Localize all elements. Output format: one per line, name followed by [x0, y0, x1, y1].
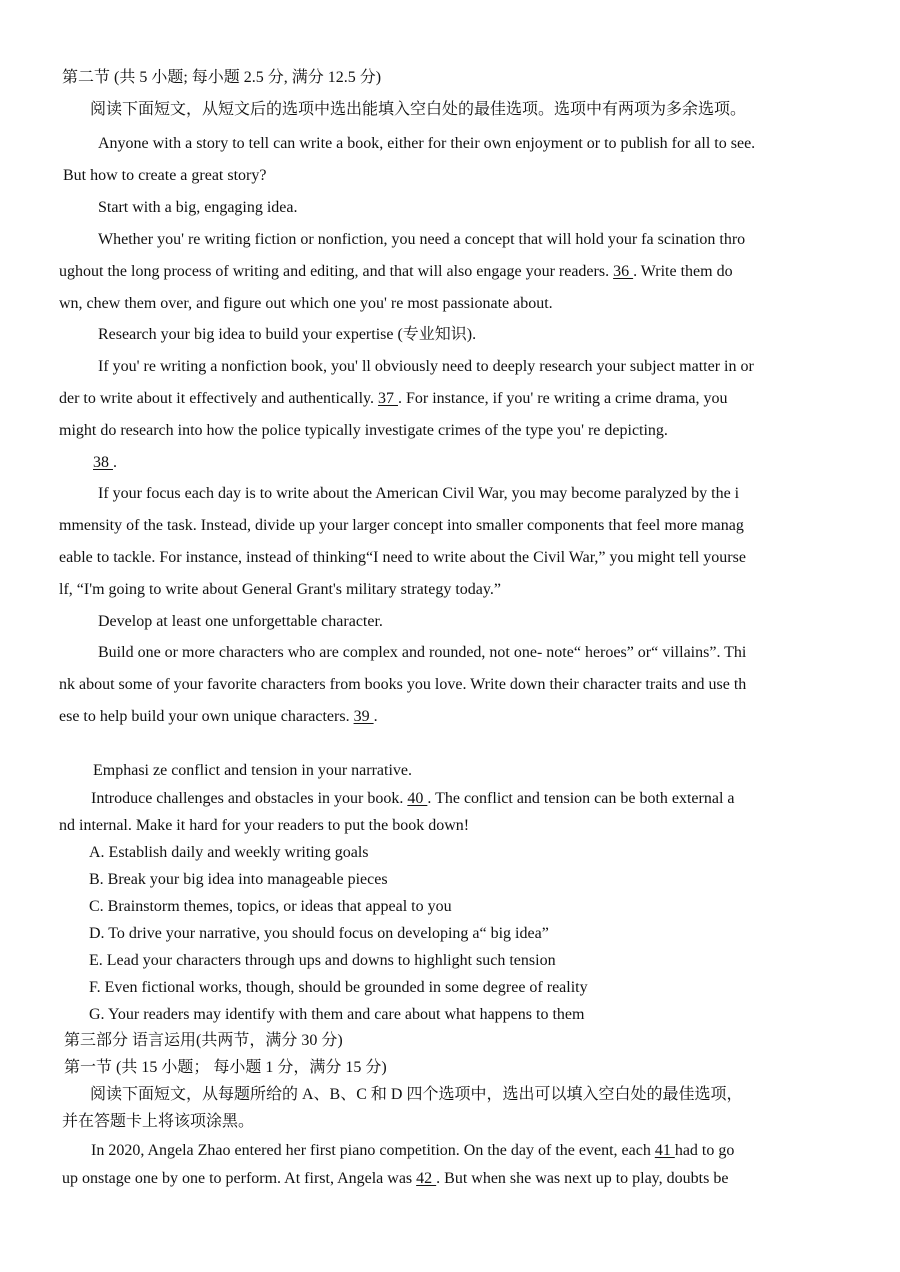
passage-line: might do research into how the police typically investigate crimes of the type you' re depicting.	[59, 422, 668, 439]
blank-40: 40	[407, 790, 428, 807]
passage-line: If your focus each day is to write about the American Civil War, you may become paralyzed by the i	[98, 485, 740, 502]
subheading: Emphasi ze conflict and tension in your narrative.	[93, 762, 413, 779]
passage-text: . The conflict and tension can be both external a	[427, 790, 735, 807]
passage-text: Introduce challenges and obstacles in your book.	[91, 790, 408, 807]
blank-41: 41	[654, 1142, 675, 1159]
passage-text: up onstage one by one to perform. At first, Angela was	[62, 1170, 417, 1187]
passage-text: In 2020, Angela Zhao entered her first piano competition. On the day of the event, each	[91, 1142, 655, 1159]
option-g: G. Your readers may identify with them and care about what happens to them	[89, 1006, 585, 1023]
subheading: Start with a big, engaging idea.	[98, 199, 298, 216]
blank-38: 38	[93, 454, 113, 471]
option-f: F. Even fictional works, though, should be grounded in some degree of reality	[89, 979, 588, 996]
passage-line: Whether you' re writing fiction or nonfiction, you need a concept that will hold your fa scination thro	[98, 231, 746, 248]
passage-line	[59, 707, 378, 727]
option-c: C. Brainstorm themes, topics, or ideas that appeal to you	[89, 898, 452, 915]
passage-line	[93, 453, 117, 473]
subheading: Develop at least one unforgettable character.	[98, 613, 383, 630]
instruction-text: 并在答题卡上将该项涂黑。	[62, 1113, 255, 1130]
instruction-text: 阅读下面短文，从短文后的选项中选出能填入空白处的最佳选项。选项中有两项为多余选项。	[90, 101, 747, 118]
option-e: E. Lead your characters through ups and downs to highlight such tension	[89, 952, 556, 969]
passage-line: wn, chew them over, and figure out which one you' re most passionate about.	[59, 295, 553, 312]
passage-line	[91, 789, 735, 809]
blank-37: 37	[378, 390, 398, 407]
passage-text: had to go	[674, 1142, 735, 1159]
section-heading: 第二节 (共 5 小题; 每小题 2.5 分, 满分 12.5 分)	[62, 69, 382, 86]
passage-line: If you' re writing a nonfiction book, you' ll obviously need to deeply research your subject matter in or	[98, 358, 754, 375]
passage-text: .	[373, 708, 378, 725]
passage-text: . Write them do	[633, 263, 733, 280]
passage-line: nk about some of your favorite characters from books you love. Write down their character traits and use th	[59, 676, 747, 693]
passage-line: Build one or more characters who are complex and rounded, not one- note“ heroes” or“ villains”. Thi	[98, 644, 747, 661]
option-b: B. Break your big idea into manageable pieces	[89, 871, 388, 888]
passage-text: der to write about it effectively and authentically.	[59, 390, 378, 407]
passage-line	[59, 262, 733, 282]
passage-line: eable to tackle. For instance, instead of thinking“I need to write about the Civil War,” you might tell yourse	[59, 549, 746, 566]
passage-line: nd internal. Make it hard for your readers to put the book down!	[59, 817, 470, 834]
blank-39: 39	[353, 708, 374, 725]
passage-line: lf, “I'm going to write about General Grant's military strategy today.”	[59, 581, 501, 598]
passage-line	[59, 389, 727, 409]
passage-text: .	[113, 454, 117, 471]
passage-line: mmensity of the task. Instead, divide up your larger concept into smaller components that feel more manag	[59, 517, 744, 534]
passage-line	[62, 1169, 728, 1189]
option-a: A. Establish daily and weekly writing goals	[89, 844, 369, 861]
passage-text: . For instance, if you' re writing a crime drama, you	[398, 390, 728, 407]
passage-line: Anyone with a story to tell can write a book, either for their own enjoyment or to publish for all to see.	[98, 135, 756, 152]
blank-42: 42	[416, 1170, 437, 1187]
instruction-text: 阅读下面短文，从每题所给的 A、B、C 和 D 四个选项中，选出可以填入空白处的最佳选项，	[90, 1086, 743, 1103]
section-heading: 第一节 (共 15 小题； 每小题 1 分，满分 15 分)	[64, 1059, 387, 1076]
passage-line	[91, 1141, 734, 1161]
passage-text: ese to help build your own unique characters.	[59, 708, 354, 725]
subheading: Research your big idea to build your expertise (专业知识).	[98, 326, 477, 343]
blank-36: 36	[613, 263, 634, 280]
passage-line: But how to create a great story?	[63, 167, 267, 184]
passage-text: ughout the long process of writing and editing, and that will also engage your readers.	[59, 263, 614, 280]
passage-text: . But when she was next up to play, doubts be	[436, 1170, 729, 1187]
part-heading: 第三部分 语言运用(共两节，满分 30 分)	[64, 1032, 343, 1049]
option-d: D. To drive your narrative, you should focus on developing a“ big idea”	[89, 925, 549, 942]
